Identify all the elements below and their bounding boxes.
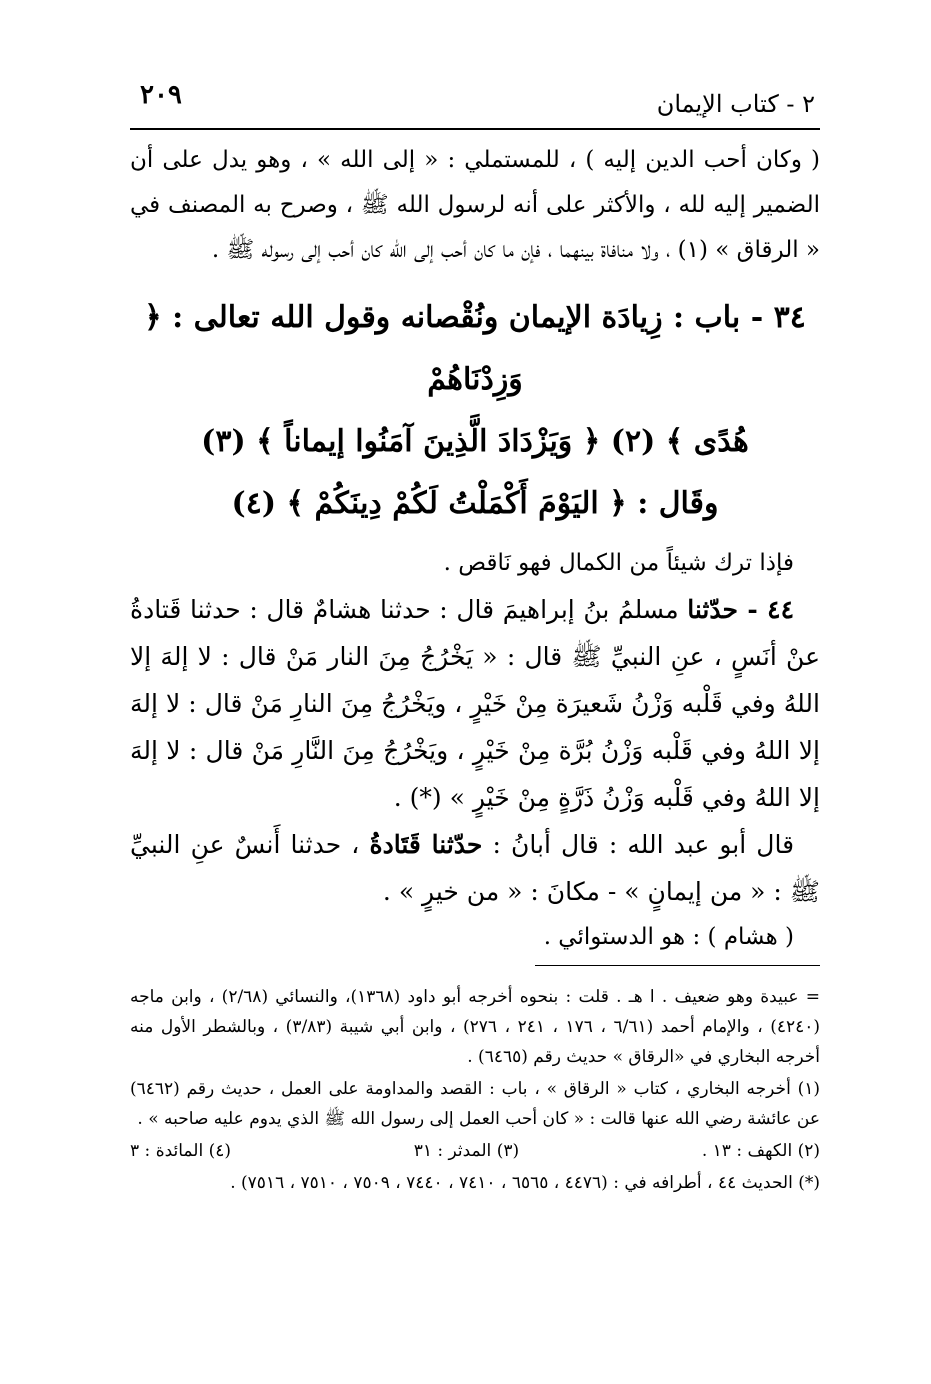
chapter-heading-line-2: هُدًى ﴾ (٢) ﴿ وَيَزْدَادَ الَّذِينَ آمَنُوا إيماناً ﴾ (٣) xyxy=(201,424,749,459)
chapter-heading-line-1: ٣٤ - باب : زِيادَة الإيمان ونُقْصانه وقول الله تعالى : ﴿ وَزِدْنَاهُمْ xyxy=(144,300,806,397)
narration-prefix: قال أبو عبد الله : قال أبانُ : xyxy=(492,830,795,859)
chapter-heading-line-3: وقَال : ﴿ اليَوْمَ أَكْمَلْتُ لَكُمْ دِينَكُمْ ﴾ (٤) xyxy=(231,486,719,521)
narration-bold: حدّثنا قَتَادةُ xyxy=(369,830,483,859)
footnote-star: (*) الحديث ٤٤ ، أطرافه في : (٤٤٧٦ ، ٦٥٦٥ ، ٧٤١٠ ، ٧٤٤٠ ، ٧٥٠٩ ، ٧٥١٠ ، ٧٥١٦) . xyxy=(230,1173,820,1193)
footnotes xyxy=(130,982,820,1200)
running-title: ٢ - كتاب الإيمان xyxy=(656,90,815,118)
explanation-paragraph: ( هشام ) : هو الدستوائي . xyxy=(543,924,794,950)
chapter-note: فإذا ترك شيئاً من الكمال فهو نَاقص . xyxy=(443,550,794,576)
narration-paragraph xyxy=(130,821,820,915)
footnote-2: (٢) الكهف : ١٣ . xyxy=(701,1141,820,1161)
commentary-paragraph: ( وكان أحب الدين إليه ) ، للمستملي : « إلى الله » ، وهو يدل على أن الضمير إليه لله ، والأكثر على أنه لرسول الله ﷺ ، وصرح به المصنف في « الرقاق » (١) ، ولا منافاة بينهما ، فإن ما كان أحب إلى الله كان أحب إلى رسوله ﷺ . xyxy=(130,147,820,263)
footnote-1: (١) أخرجه البخاري ، كتاب « الرقاق » ، باب : القصد والمداومة على العمل ، حديث رقم (٦٤٦٢) عن عائشة رضي الله عنها قالت : « كان أحب العمل إلى رسول الله ﷺ الذي يدوم عليه صاحبه » . xyxy=(130,1079,820,1129)
footnote-continued: = عبيدة وهو ضعيف . ا هـ . قلت : بنحوه أخرجه أبو داود (١٣٦٨)، والنسائي (٢/٦٨) ، وابن ماجه (٤٢٤٠) ، والإمام أحمد (٦/٦١ ، ١٧٦ ، ٢٤١ ، ٢٧٦) ، وابن أبي شيبة (٣/٨٣) ، وبالشطر الأول منه أخرجه البخاري في «الرقاق » حديث رقم (٦٤٦٥) . xyxy=(130,987,821,1067)
footnote-row-2-4 xyxy=(130,1136,820,1166)
hadith-text: مسلمُ بنُ إبراهيمَ قال : حدثنا هشامٌ قال : حدثنا قَتادةُ عنْ أنَسٍ ، عنِ النبيِّ ﷺ قال : « يَخْرُجُ مِنَ النار مَنْ قال : لا إلهَ إلا اللهُ وفي قَلْبه وَزْنُ شَعيرَة مِنْ خَيْرٍ ، ويَخْرُجُ مِنَ النارِ مَنْ قال : لا إلهَ إلا اللهُ وفي قَلْبه وَزْنُ بُرَّة مِنْ خَيْرٍ ، ويَخْرُجُ مِنَ النَّارِ مَنْ قال : لا إلهَ إلا اللهُ وفي قَلْبه وَزْنُ ذَرَّةٍ مِنْ خَيْرٍ » (*) . xyxy=(130,595,820,812)
page-header xyxy=(130,80,815,126)
main-text xyxy=(130,138,820,960)
narration-suffix: ، حدثنا أَنسٌ عنِ النبيِّ ﷺ : « من إيمانٍ » - مكانَ : « من خيرٍ » . xyxy=(130,830,820,906)
footnote-4: (٤) المائدة : ٣ xyxy=(130,1141,231,1161)
header-divider xyxy=(130,128,820,130)
footnote-divider xyxy=(535,965,820,966)
chapter-heading xyxy=(130,287,820,535)
footnote-3: (٣) المدثر : ٣١ xyxy=(413,1141,520,1161)
page-number: ٢٠٩ xyxy=(140,80,182,110)
hadith-paragraph xyxy=(130,586,820,821)
hadith-number: ٤٤ - حدّثنا xyxy=(687,595,794,624)
